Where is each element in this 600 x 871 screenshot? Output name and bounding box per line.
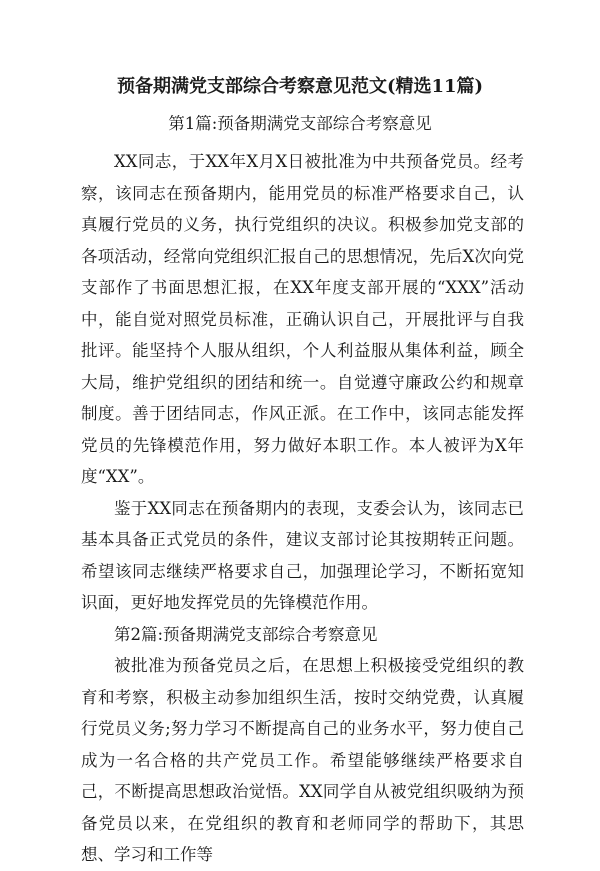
article-1-heading: 第1篇:预备期满党支部综合考察意见 [168,114,432,133]
document-title: 预备期满党支部综合考察意见范文(精选11篇) [116,76,484,97]
article-1-paragraph-1: XX同志，于XX年X月X日被批准为中共预备党员。经考察，该同志在预备期内，能用党员的标准严格要求自己，认真履行党员的义务，执行党组织的决议。积极参加党支部的各项活动，经常向党组织汇报自己的思想情况，先后X次向党支部作了书面思想汇报，在XX年度支部开展的“XXX”活动中，能自觉对照党员标准，正确认识自己，开展批评与自我批评。能坚持个人服从组织，个人利益服从集体利益，顾全大局，维护党组织的团结和统一。自觉遵守廉政公约和规章制度。善于团结同志，作风正派。在工作中，该同志能发挥党员的先锋模范作用，努力做好本职工作。本人被评为X年度“XX”。 [81,152,524,486]
document-body [81,146,524,871]
article-1-paragraph-2: 鉴于XX同志在预备期内的表现，支委会认为，该同志已基本具备正式党员的条件，建议支部讨论其按期转正问题。希望该同志继续严格要求自己，加强理论学习，不断拓宽知识面，更好地发挥党员的先锋模范作用。 [81,498,524,612]
article-2-paragraph-1: 被批准为预备党员之后，在思想上积极接受党组织的教育和考察，积极主动参加组织生活，按时交纳党费，认真履行党员义务;努力学习不断提高自己的业务水平，努力使自己成为一名合格的共产党员工作。希望能够继续严格要求自己，不断提高思想政治觉悟。XX同学自从被党组织吸纳为预备党员以来，在党组织的教育和老师同学的帮助下，其思想、学习和工作等 [81,656,524,864]
article-2-heading: 第2篇:预备期满党支部综合考察意见 [114,624,378,644]
